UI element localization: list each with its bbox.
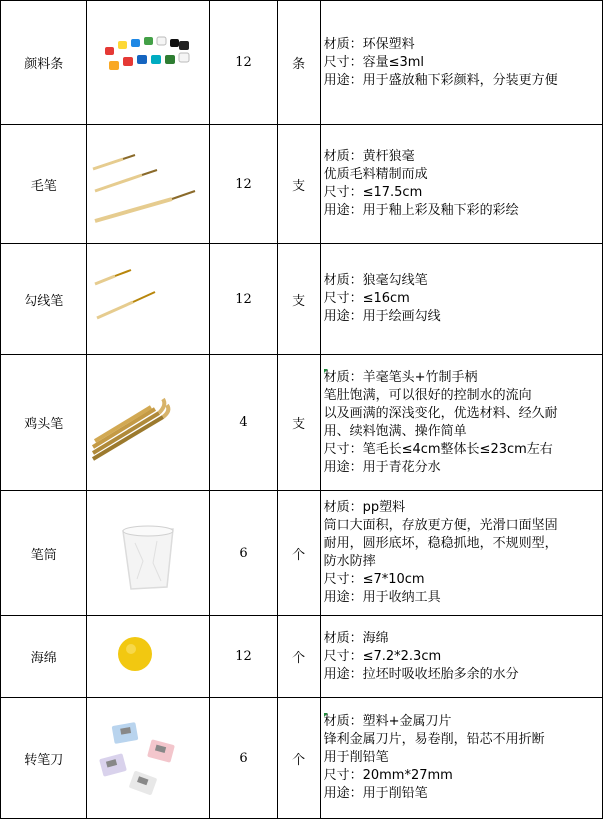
table-row (1, 244, 603, 355)
desc-line: 材质：海绵 (323, 630, 389, 646)
sharpener-icon (87, 698, 209, 814)
item-desc (320, 125, 602, 244)
item-image (87, 1, 210, 125)
desc-line: 用途：用于釉上彩及釉下彩的彩绘 (323, 203, 519, 218)
item-qty: 6 (210, 491, 277, 616)
desc-line: 用途：用于削铅笔 (323, 786, 428, 801)
cell-comment-marker (324, 369, 328, 373)
desc-line: 材质：羊毫笔头+竹制手柄 (323, 369, 478, 385)
desc-block (324, 713, 602, 803)
item-name: 转笔刀 (1, 698, 87, 819)
item-unit: 个 (277, 491, 320, 616)
item-image (87, 491, 210, 616)
item-qty: 4 (210, 355, 277, 491)
cell-comment-marker (324, 713, 328, 717)
item-qty: 12 (210, 125, 277, 244)
desc-line: 尺寸：≤7.2*2.3cm (323, 648, 442, 664)
liner-brushes-icon (87, 244, 209, 350)
item-desc (320, 616, 602, 698)
chicken-head-brushes-icon (87, 355, 209, 486)
brushes-icon (87, 125, 209, 239)
paint-pots-icon (87, 1, 209, 120)
item-name: 颜料条 (1, 1, 87, 125)
desc-line: 防水防摔 (323, 554, 376, 569)
item-unit: 个 (277, 698, 320, 819)
brush-cup-icon (87, 491, 209, 611)
desc-line: 尺寸：笔毛长≤4cm整体长≤23cm左右 (323, 441, 553, 457)
item-name: 勾线笔 (1, 244, 87, 355)
desc-line: 用途：用于收纳工具 (323, 590, 441, 605)
table-row (1, 616, 603, 698)
item-qty: 12 (210, 1, 277, 125)
item-qty: 6 (210, 698, 277, 819)
item-name: 毛笔 (1, 125, 87, 244)
item-unit: 个 (277, 616, 320, 698)
item-image (87, 355, 210, 491)
desc-line: 筒口大面积，存放更方便，光滑口面坚固 (323, 518, 558, 533)
desc-line: 耐用，圆形底坏，稳稳抓地，不规则型， (323, 536, 558, 551)
item-image (87, 244, 210, 355)
item-image (87, 698, 210, 819)
desc-line: 尺寸：容量≤3ml (323, 54, 425, 70)
item-image (87, 616, 210, 698)
desc-line: 用途：用于青花分水 (323, 459, 441, 475)
desc-line: 用、续料饱满、操作简单 (323, 423, 467, 439)
sponge-icon (87, 616, 209, 693)
item-name: 海绵 (1, 616, 87, 698)
item-desc (320, 1, 602, 125)
desc-line: 优质毛料精制而成 (323, 167, 428, 182)
item-unit: 支 (277, 355, 320, 491)
desc-line: 材质：塑料+金属刀片 (323, 714, 452, 729)
table-row (1, 1, 603, 125)
desc-line: 尺寸：≤16cm (323, 291, 410, 306)
item-desc (320, 355, 602, 491)
item-desc (320, 698, 602, 819)
desc-line: 笔肚饱满，可以很好的控制水的流向 (323, 387, 532, 403)
desc-line: 用于削铅笔 (323, 750, 389, 765)
item-unit: 支 (277, 125, 320, 244)
item-unit: 支 (277, 244, 320, 355)
item-desc (320, 491, 602, 616)
table-row (1, 125, 603, 244)
table-row (1, 355, 603, 491)
desc-line: 尺寸：≤7*10cm (323, 572, 425, 587)
desc-line: 材质：pp塑料 (323, 500, 406, 515)
table-row (1, 491, 603, 616)
desc-line: 用途：用于盛放釉下彩颜料，分装更方便 (323, 72, 558, 88)
item-name: 鸡头笔 (1, 355, 87, 491)
desc-line: 以及画满的深浅变化，优选材料、经久耐 (323, 405, 558, 421)
desc-line: 材质：环保塑料 (323, 36, 415, 52)
item-name: 笔筒 (1, 491, 87, 616)
desc-line: 材质：狼毫勾线笔 (323, 273, 428, 288)
desc-line: 用途：拉坯时吸收坯胎多余的水分 (323, 666, 519, 682)
table-row (1, 698, 603, 819)
desc-line: 尺寸：20mm*27mm (323, 768, 453, 783)
desc-line: 锋利金属刀片，易卷削，铅芯不用折断 (323, 732, 545, 747)
item-unit: 条 (277, 1, 320, 125)
item-desc (320, 244, 602, 355)
item-qty: 12 (210, 616, 277, 698)
desc-line: 用途：用于绘画勾线 (323, 309, 441, 324)
desc-block (324, 369, 602, 477)
item-image (87, 125, 210, 244)
desc-line: 材质：黄杆狼毫 (323, 149, 415, 164)
desc-line: 尺寸：≤17.5cm (323, 185, 423, 200)
item-qty: 12 (210, 244, 277, 355)
